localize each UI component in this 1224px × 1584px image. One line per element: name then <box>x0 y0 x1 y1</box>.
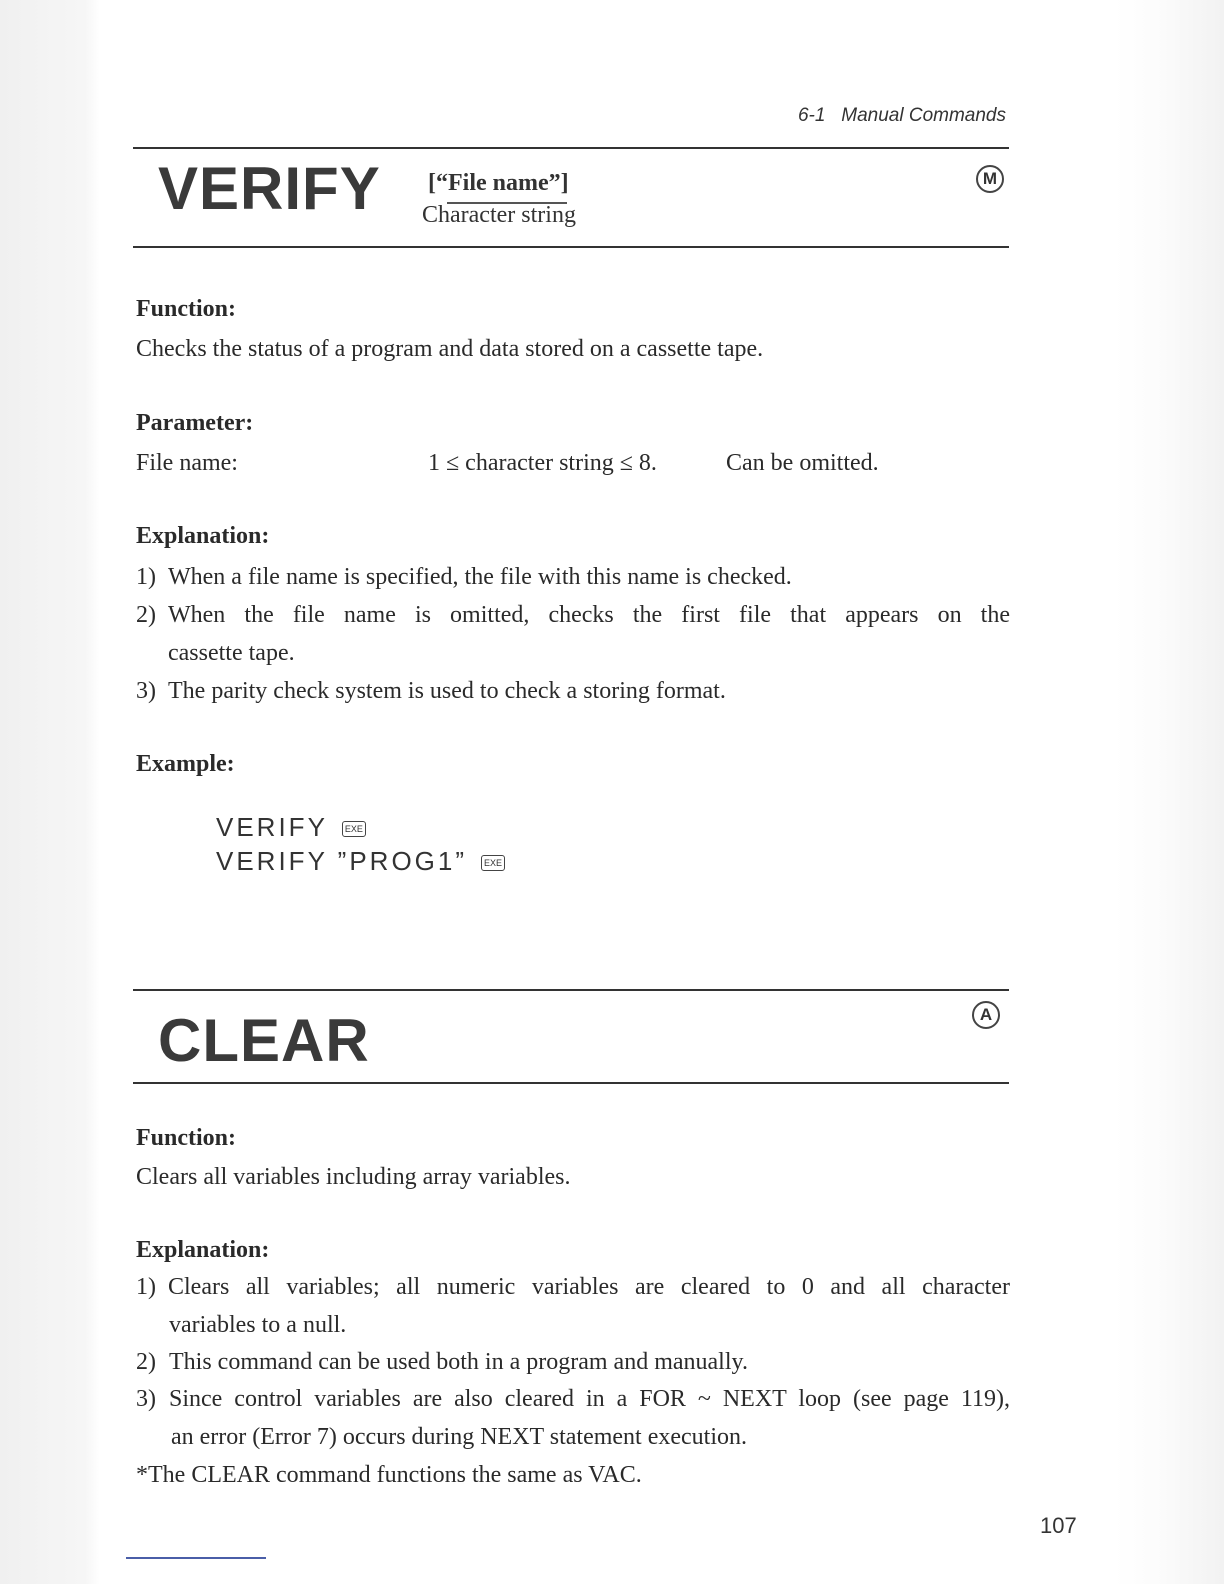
verify-example-1 <box>216 812 366 843</box>
verify-example-heading: Example: <box>136 751 235 777</box>
clear-explanation-item-1-cont: variables to a null. <box>169 1312 347 1338</box>
verify-parameter-heading: Parameter: <box>136 410 254 436</box>
header-section: 6-1 <box>797 105 826 126</box>
verify-command-title: VERIFY <box>158 155 381 222</box>
verify-parameter-range: 1 ≤ character string ≤ 8. <box>428 450 657 476</box>
clear-top-rule <box>133 989 1009 991</box>
clear-explanation-item-3: Since control variables are also cleared in a FOR ~ NEXT loop (see page 119), <box>169 1386 1010 1412</box>
manual-mode-badge-icon: M <box>976 165 1004 193</box>
header-title: Manual Commands <box>841 105 1006 126</box>
clear-explanation-num-3: 3) <box>136 1386 156 1412</box>
verify-example-2 <box>216 846 505 877</box>
clear-explanation-item-1: Clears all variables; all numeric variables are cleared to 0 and all character <box>168 1274 1010 1300</box>
verify-explanation-heading: Explanation: <box>136 523 270 549</box>
verify-parameter-note: Can be omitted. <box>726 450 879 476</box>
verify-explanation-num-1: 1) <box>136 564 156 590</box>
verify-syntax-param: [“File name”] <box>428 170 569 196</box>
running-header <box>760 105 1006 127</box>
clear-note: *The CLEAR command functions the same as VAC. <box>136 1462 642 1488</box>
verify-explanation-item-1: When a file name is specified, the file with this name is checked. <box>168 564 792 590</box>
clear-explanation-item-2: This command can be used both in a program and manually. <box>169 1349 748 1375</box>
footer-rule <box>126 1557 266 1559</box>
scan-shadow-left <box>0 0 100 1584</box>
verify-function-text: Checks the status of a program and data stored on a cassette tape. <box>136 336 764 362</box>
verify-explanation-item-3: The parity check system is used to check a storing format. <box>168 678 726 704</box>
page-number: 107 <box>1040 1513 1077 1538</box>
verify-explanation-num-2: 2) <box>136 602 156 628</box>
verify-example-2-code: VERIFY ”PROG1” <box>216 846 468 876</box>
verify-bottom-rule <box>133 246 1009 248</box>
verify-syntax-type: Character string <box>422 202 576 228</box>
exe-key-icon: EXE <box>342 821 366 837</box>
clear-explanation-num-2: 2) <box>136 1349 156 1375</box>
clear-bottom-rule <box>133 1082 1009 1084</box>
verify-explanation-num-3: 3) <box>136 678 156 704</box>
verify-function-heading: Function: <box>136 296 237 322</box>
clear-explanation-heading: Explanation: <box>136 1237 270 1263</box>
exe-key-icon: EXE <box>481 855 505 871</box>
verify-explanation-item-2-cont: cassette tape. <box>168 640 295 666</box>
verify-example-1-code: VERIFY <box>216 812 328 842</box>
clear-explanation-num-1: 1) <box>136 1274 156 1300</box>
verify-parameter-name: File name: <box>136 450 238 476</box>
clear-function-heading: Function: <box>136 1125 237 1151</box>
scan-shadow-right <box>1114 0 1224 1584</box>
verify-explanation-item-2: When the file name is omitted, checks the first file that appears on the <box>168 602 1010 628</box>
verify-top-rule <box>133 147 1009 149</box>
all-mode-badge-icon: A <box>972 1001 1000 1029</box>
clear-command-title: CLEAR <box>158 1007 370 1074</box>
clear-function-text: Clears all variables including array variables. <box>136 1164 571 1190</box>
clear-explanation-item-3-cont: an error (Error 7) occurs during NEXT statement execution. <box>171 1424 748 1450</box>
